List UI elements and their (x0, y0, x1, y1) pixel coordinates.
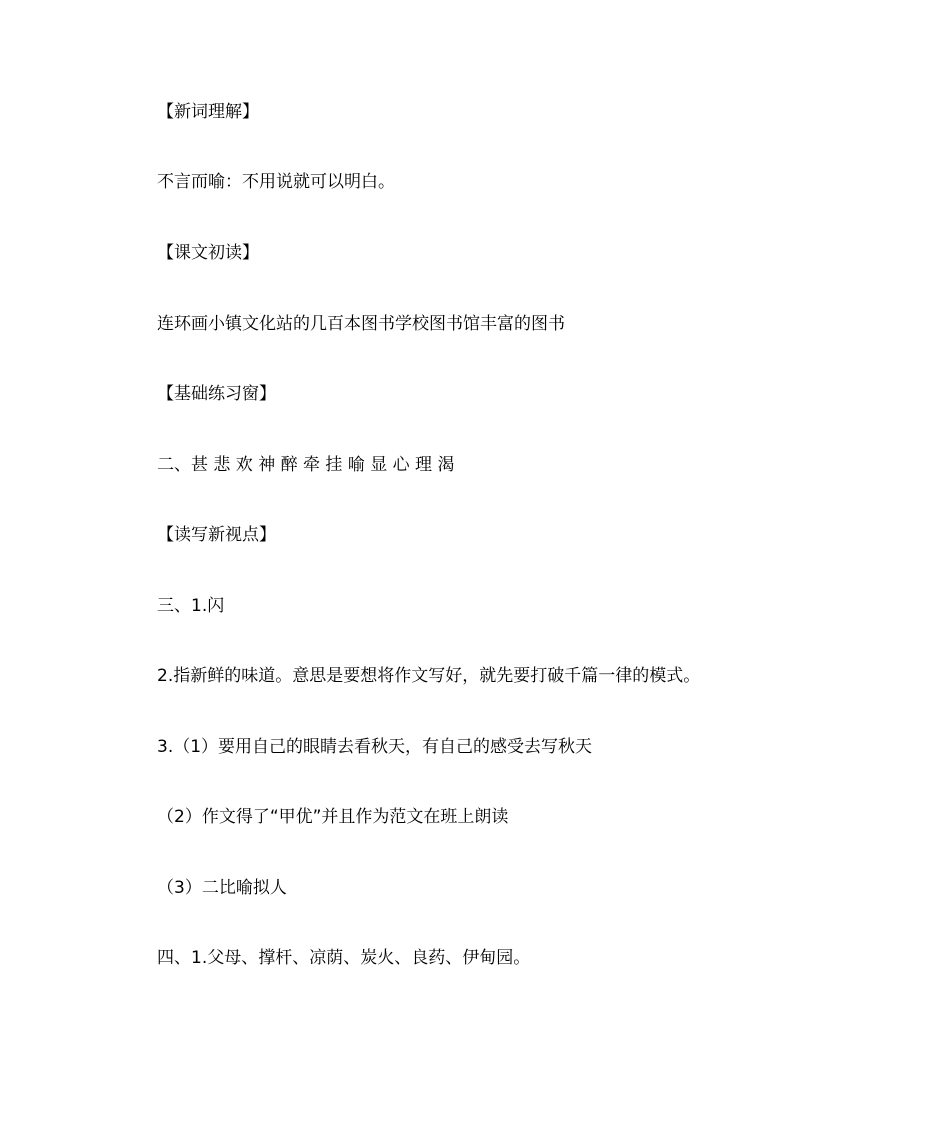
answer-text: 连环画小镇文化站的几百本图书学校图书馆丰富的图书 (157, 314, 565, 334)
answer-text: （2）作文得了“甲优”并且作为范文在班上朗读 (157, 807, 509, 827)
answer-text: 三、1.闪 (157, 596, 225, 616)
section-heading-read-write: 【读写新视点】 (157, 525, 276, 545)
answer-text: 3.（1）要用自己的眼睛去看秋天，有自己的感受去写秋天 (157, 737, 593, 757)
section-heading-new-words: 【新词理解】 (157, 102, 259, 122)
section-heading-basic-practice: 【基础练习窗】 (157, 384, 276, 404)
definition-text: 不言而喻：不用说就可以明白。 (157, 172, 395, 192)
answer-text: （3）二比喻拟人 (157, 878, 287, 898)
section-heading-first-reading: 【课文初读】 (157, 243, 259, 263)
answer-text: 四、1.父母、撑杆、凉荫、炭火、良药、伊甸园。 (157, 948, 531, 968)
answer-text: 2.指新鲜的味道。意思是要想将作文写好，就先要打破千篇一律的模式。 (157, 666, 701, 686)
answer-text: 二、甚 悲 欢 神 醉 牵 挂 喻 显 心 理 渴 (157, 455, 455, 475)
